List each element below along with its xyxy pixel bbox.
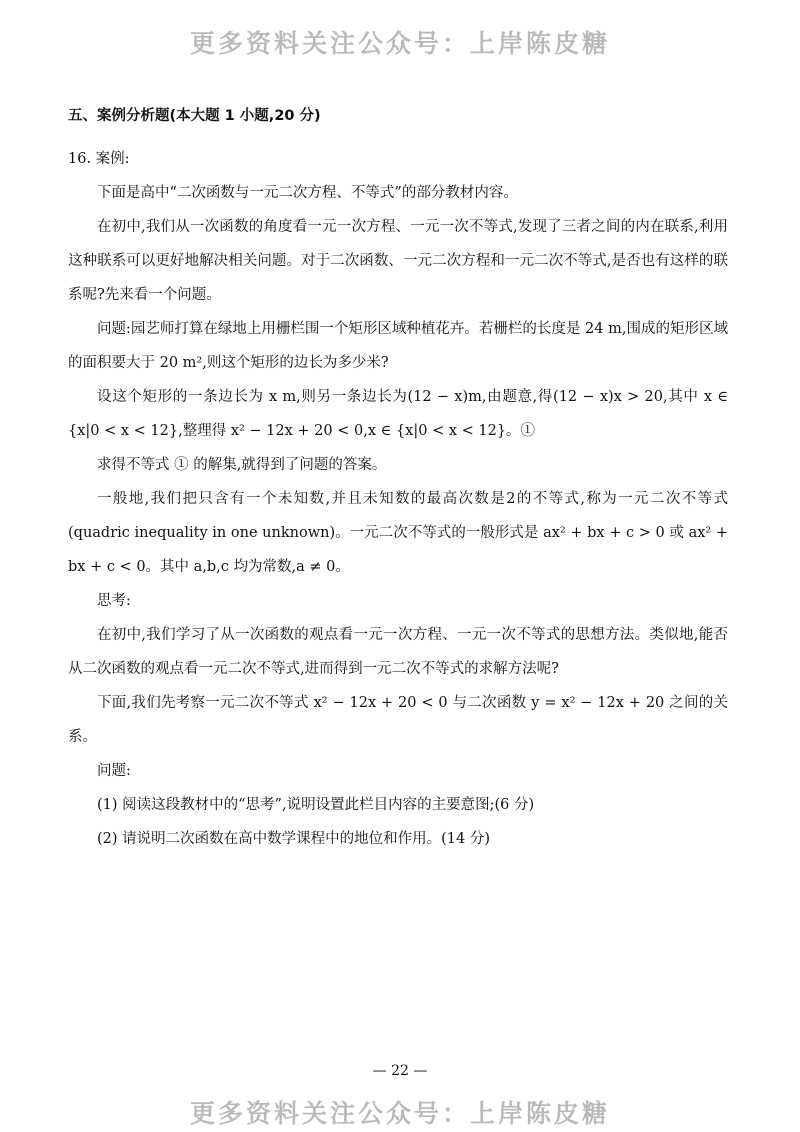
intro-paragraph: 下面是高中“二次函数与一元二次方程、不等式”的部分教材内容。 (97, 185, 518, 201)
watermark-top: 更多资料关注公众号：上岸陈皮糖 (189, 29, 610, 58)
page-number: — 22 — (372, 1063, 428, 1079)
questions-label: 问题: (97, 763, 131, 779)
textbook-paragraph-7: 下面,我们先考察一元二次不等式 x² − 12x + 20 < 0 与二次函数 y = x² − 12x + 20 之间的关系。 (68, 695, 728, 745)
question-content (68, 142, 728, 856)
section-title: 五、案例分析题(本大题 1 小题,20 分) (68, 108, 321, 124)
textbook-paragraph-6: 在初中,我们学习了从一次函数的观点看一元一次方程、一元一次不等式的思想方法。类似地,能否从二次函数的观点看一元二次不等式,进而得到一元二次不等式的求解方法呢? (68, 627, 728, 677)
textbook-paragraph-5: 一般地,我们把只含有一个未知数,并且未知数的最高次数是2的不等式,称为一元二次不等式(quadric inequality in one unknown)。一元二次不等式的一般形式是 ax² + bx + c > 0 或 ax² + bx + c < 0。其中 a,b,c 均为常数,a ≠ 0。 (68, 491, 728, 575)
textbook-paragraph-1: 在初中,我们从一次函数的角度看一元一次方程、一元一次不等式,发现了三者之间的内在联系,利用这种联系可以更好地解决相关问题。对于二次函数、一元二次方程和一元二次不等式,是否也有这样的联系呢?先来看一个问题。 (68, 219, 728, 303)
textbook-paragraph-4: 求得不等式 ① 的解集,就得到了问题的答案。 (97, 457, 387, 473)
sub-question-2: (2) 请说明二次函数在高中数学课程中的地位和作用。(14 分) (97, 831, 491, 847)
question-number: 16. 案例: (68, 151, 130, 167)
sub-question-1: (1) 阅读这段教材中的“思考”,说明设置此栏目内容的主要意图;(6 分) (97, 797, 535, 813)
watermark-bottom: 更多资料关注公众号：上岸陈皮糖 (189, 1099, 610, 1128)
think-label: 思考: (97, 593, 131, 609)
textbook-paragraph-2: 问题:园艺师打算在绿地上用栅栏围一个矩形区域种植花卉。若栅栏的长度是 24 m,围成的矩形区域的面积要大于 20 m²,则这个矩形的边长为多少米? (68, 321, 728, 371)
textbook-paragraph-3: 设这个矩形的一条边长为 x m,则另一条边长为(12 − x)m,由题意,得(12 − x)x > 20,其中 x ∈ {x|0 < x < 12},整理得 x² − 12x + 20 < 0,x ∈ {x|0 < x < 12}。① (68, 389, 728, 439)
